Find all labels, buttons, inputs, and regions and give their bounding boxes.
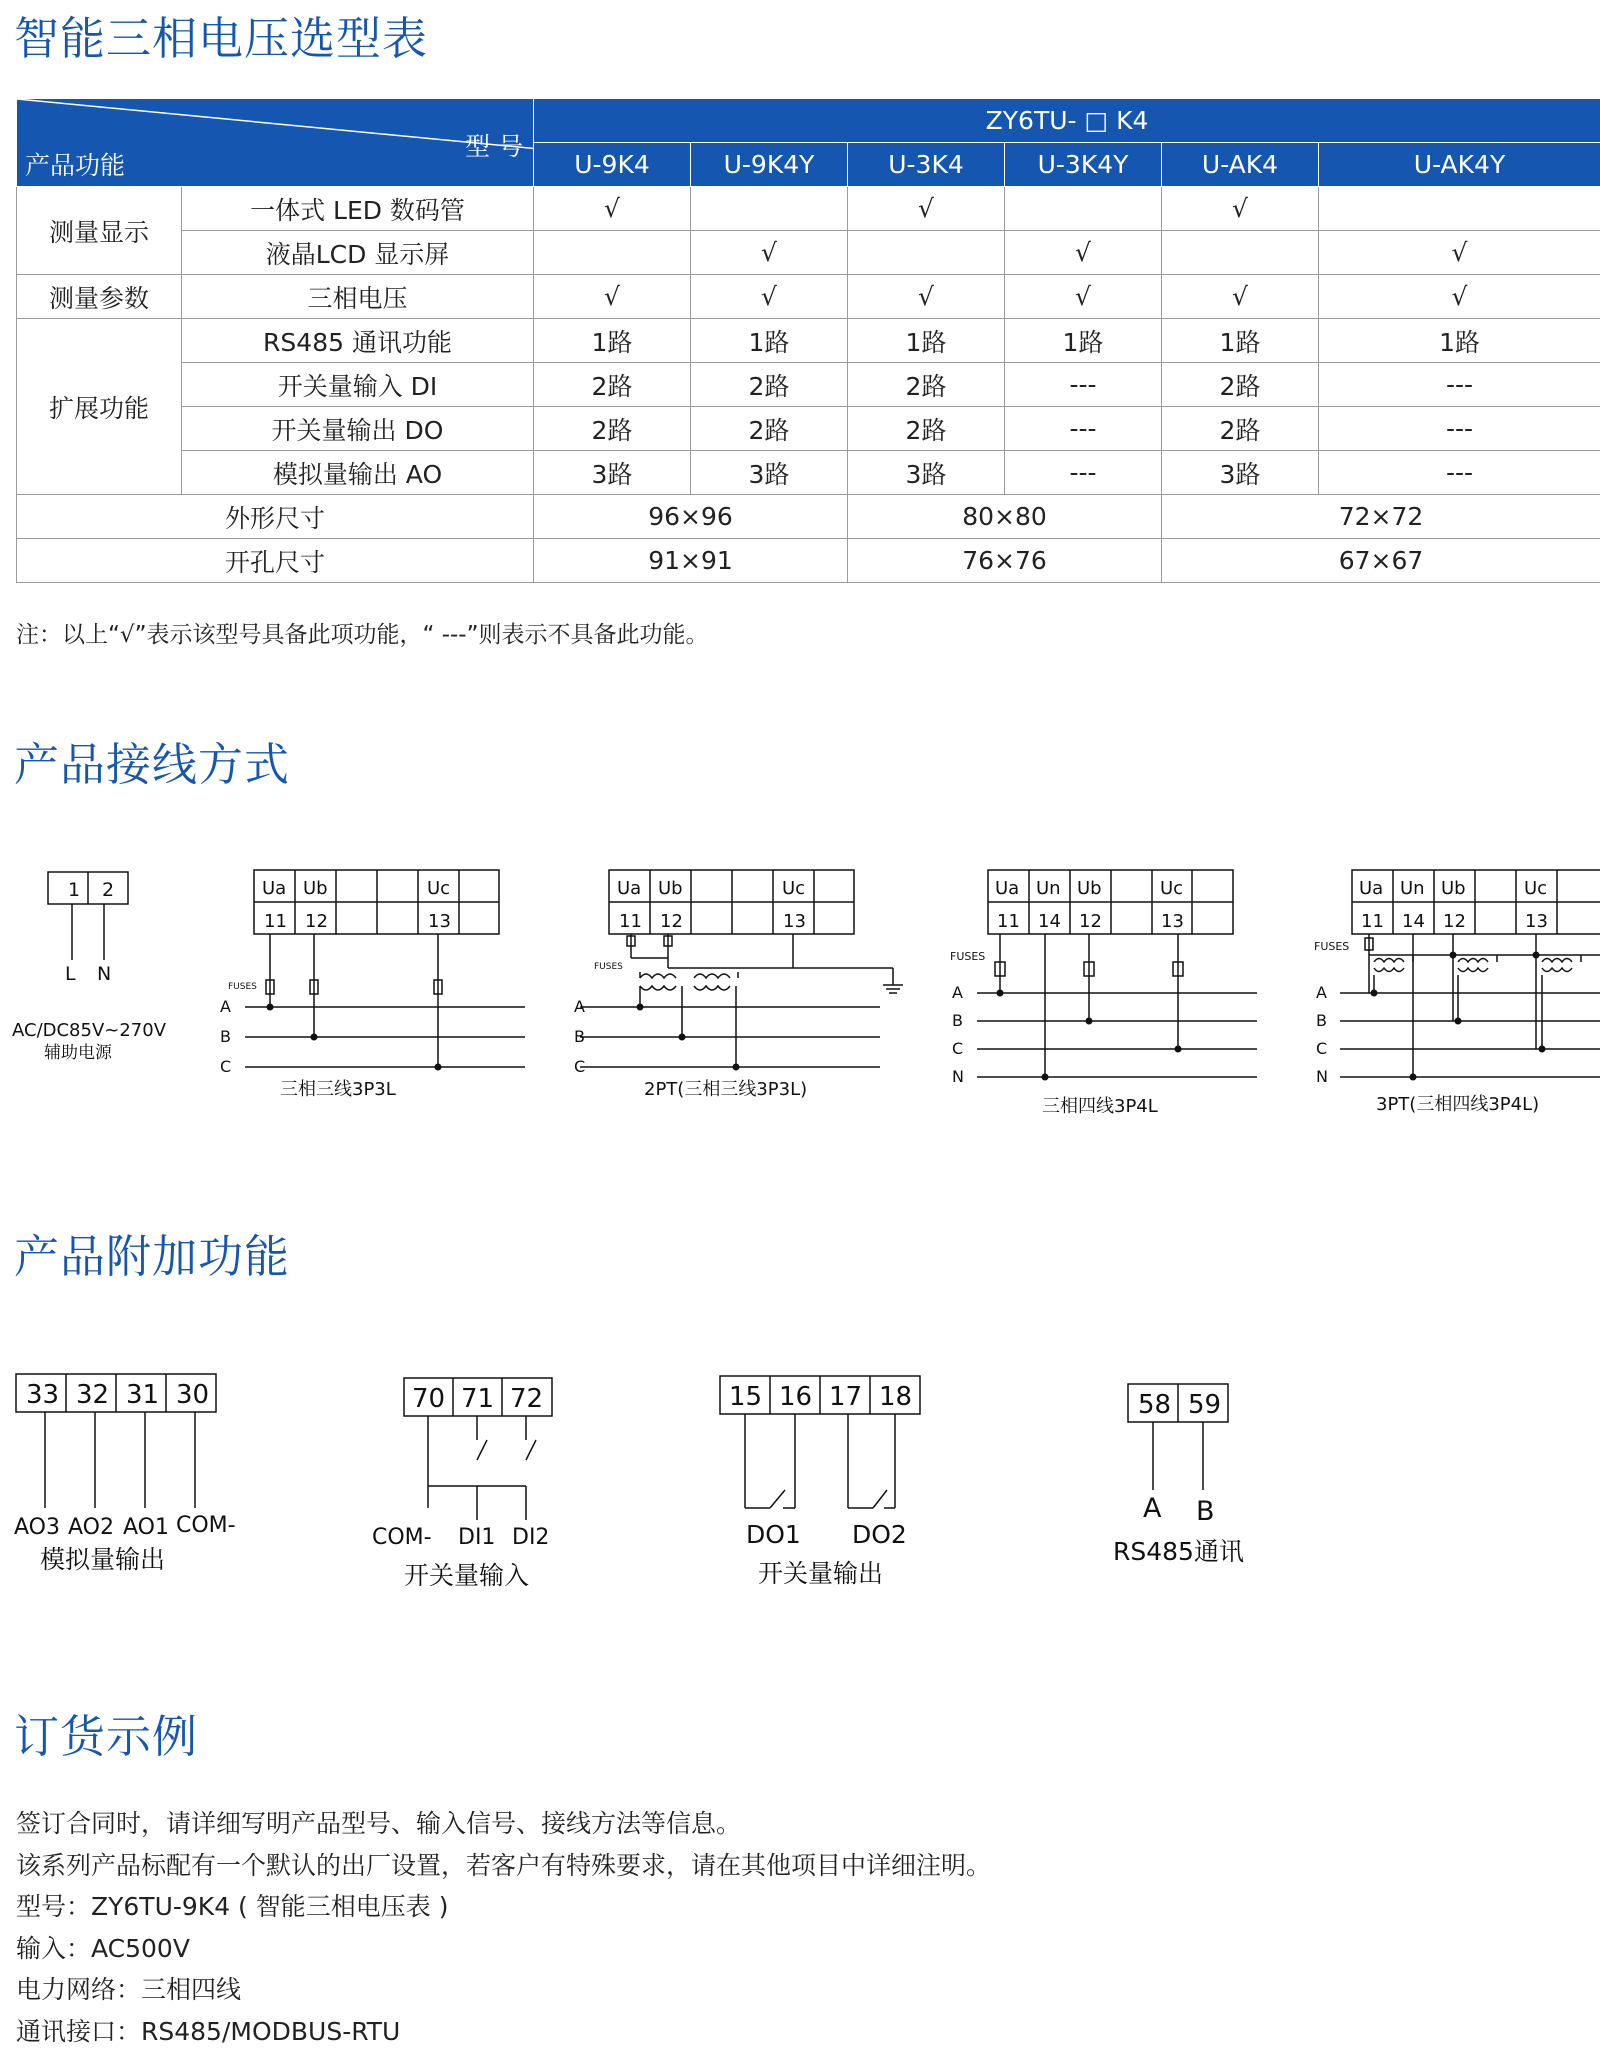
table-cell: 3路 bbox=[534, 451, 691, 495]
row-label: 模拟量输出 AO bbox=[182, 451, 534, 495]
table-cell: 67×67 bbox=[1162, 539, 1600, 583]
row-label: 液晶LCD 显示屏 bbox=[182, 231, 534, 275]
row-label: 外形尺寸 bbox=[17, 495, 534, 539]
row-label: 开关量输出 DO bbox=[182, 407, 534, 451]
table-cell: 2路 bbox=[848, 407, 1005, 451]
caption-2pt-3p3l: 2PT(三相三线3P3L) bbox=[644, 1079, 808, 1100]
row-label: 一体式 LED 数码管 bbox=[182, 187, 534, 231]
rs-term: 59 bbox=[1188, 1390, 1222, 1420]
table-cell: --- bbox=[1319, 407, 1600, 451]
table-note: 注：以上“√”表示该型号具备此项功能，“ ---”则表示不具备此功能。 bbox=[16, 622, 709, 648]
table-cell: 1路 bbox=[848, 319, 1005, 363]
term-uc: Uc bbox=[782, 878, 806, 899]
table-row bbox=[17, 275, 1600, 319]
term-ua: Ua bbox=[995, 878, 1020, 899]
selection-table bbox=[16, 98, 1600, 583]
phase-a: A bbox=[1316, 983, 1327, 1002]
table-cell: 1路 bbox=[691, 319, 848, 363]
order-line: 输入：AC500V bbox=[16, 1933, 190, 1963]
do-term: 16 bbox=[779, 1382, 813, 1412]
model-header: U-9K4 bbox=[534, 143, 691, 187]
table-cell: 96×96 bbox=[534, 495, 848, 539]
table-cell: √ bbox=[848, 275, 1005, 319]
term-ub: Ub bbox=[1077, 878, 1102, 899]
table-cell: --- bbox=[1005, 451, 1162, 495]
table-row bbox=[17, 319, 1600, 363]
term-14: 14 bbox=[1402, 911, 1425, 932]
order-example bbox=[16, 1803, 991, 2052]
do-label: DO1 bbox=[746, 1520, 801, 1549]
term-uc: Uc bbox=[1524, 878, 1548, 899]
phase-b: B bbox=[1316, 1011, 1327, 1030]
table-cell: 3路 bbox=[1162, 451, 1319, 495]
caption-3p3l: 三相三线3P3L bbox=[280, 1079, 396, 1100]
power-term-1: 1 bbox=[68, 879, 81, 901]
power-l: L bbox=[65, 963, 76, 985]
term-12: 12 bbox=[1079, 911, 1102, 932]
function-diagrams bbox=[0, 1360, 1600, 1610]
table-cell: --- bbox=[1005, 363, 1162, 407]
wiring-3pt-3p4l bbox=[1340, 870, 1600, 1077]
rs-caption: RS485通讯 bbox=[1113, 1537, 1244, 1566]
term-13: 13 bbox=[1525, 911, 1548, 932]
table-cell: 2路 bbox=[534, 363, 691, 407]
phase-a: A bbox=[574, 997, 585, 1016]
phase-n: N bbox=[1316, 1067, 1328, 1086]
table-cell: √ bbox=[1162, 187, 1319, 231]
term-14: 14 bbox=[1038, 911, 1061, 932]
table-cell: 80×80 bbox=[848, 495, 1162, 539]
phase-a: A bbox=[952, 983, 963, 1002]
term-ua: Ua bbox=[262, 878, 287, 899]
rs-term: 58 bbox=[1138, 1390, 1172, 1420]
table-cell: 1路 bbox=[1319, 319, 1600, 363]
di-label: COM- bbox=[372, 1525, 432, 1550]
selection-title: 智能三相电压选型表 bbox=[14, 12, 429, 65]
wiring-2pt-3p3l bbox=[580, 870, 903, 1067]
ao-label: AO1 bbox=[123, 1515, 169, 1540]
row-label: 三相电压 bbox=[182, 275, 534, 319]
table-cell: 2路 bbox=[534, 407, 691, 451]
do-caption: 开关量输出 bbox=[758, 1559, 884, 1588]
corner-function-label: 产品功能 bbox=[25, 151, 126, 180]
table-cell: 76×76 bbox=[848, 539, 1162, 583]
ao-label: COM- bbox=[176, 1513, 236, 1538]
ao-term: 32 bbox=[76, 1380, 110, 1410]
table-cell: --- bbox=[1319, 363, 1600, 407]
table-cell: √ bbox=[1319, 275, 1600, 319]
term-11: 11 bbox=[1361, 911, 1384, 932]
phase-c: C bbox=[574, 1057, 586, 1076]
table-cell bbox=[691, 187, 848, 231]
phase-b: B bbox=[220, 1027, 231, 1046]
table-cell: 91×91 bbox=[534, 539, 848, 583]
phase-c: C bbox=[220, 1057, 232, 1076]
order-line: 型号：ZY6TU-9K4 ( 智能三相电压表 ) bbox=[16, 1892, 449, 1921]
rs-label: A bbox=[1143, 1493, 1162, 1524]
group-label: 测量参数 bbox=[17, 275, 182, 319]
caption-3p4l: 三相四线3P4L bbox=[1042, 1096, 1158, 1117]
phase-n: N bbox=[952, 1067, 964, 1086]
table-cell: 2路 bbox=[691, 363, 848, 407]
row-label: RS485 通讯功能 bbox=[182, 319, 534, 363]
wiring-3p3l bbox=[245, 870, 525, 1067]
table-cell: 1路 bbox=[1162, 319, 1319, 363]
model-header: U-AK4 bbox=[1162, 143, 1319, 187]
table-row bbox=[17, 451, 1600, 495]
ao-label: AO3 bbox=[14, 1515, 60, 1540]
table-row bbox=[17, 231, 1600, 275]
table-cell: 2路 bbox=[1162, 363, 1319, 407]
table-cell: 72×72 bbox=[1162, 495, 1600, 539]
phase-c: C bbox=[952, 1039, 964, 1058]
term-12: 12 bbox=[305, 911, 328, 932]
di-term: 72 bbox=[510, 1384, 544, 1414]
do-term: 17 bbox=[829, 1382, 863, 1412]
di-term: 70 bbox=[412, 1384, 446, 1414]
table-row bbox=[17, 187, 1600, 231]
term-ua: Ua bbox=[1359, 878, 1384, 899]
term-11: 11 bbox=[264, 911, 287, 932]
ao-caption: 模拟量输出 bbox=[40, 1545, 166, 1574]
term-uc: Uc bbox=[427, 878, 451, 899]
term-un: Un bbox=[1400, 878, 1425, 899]
wiring-diagrams bbox=[0, 850, 1600, 1140]
term-11: 11 bbox=[619, 911, 642, 932]
model-header: U-3K4Y bbox=[1005, 143, 1162, 187]
di-label: DI2 bbox=[512, 1525, 550, 1550]
table-cell bbox=[1162, 231, 1319, 275]
table-cell bbox=[534, 231, 691, 275]
table-corner-header bbox=[17, 99, 534, 187]
fuses-label: FUSES bbox=[950, 950, 986, 963]
term-ub: Ub bbox=[658, 878, 683, 899]
table-cell: 3路 bbox=[691, 451, 848, 495]
series-header: ZY6TU- □ K4 bbox=[534, 99, 1600, 143]
aux-power-diagram bbox=[48, 872, 128, 960]
table-cell: √ bbox=[1319, 231, 1600, 275]
do-label: DO2 bbox=[852, 1520, 907, 1549]
phase-b: B bbox=[574, 1027, 585, 1046]
table-cell: √ bbox=[534, 187, 691, 231]
order-line: 该系列产品标配有一个默认的出厂设置，若客户有特殊要求，请在其他项目中详细注明。 bbox=[16, 1850, 992, 1880]
phase-c: C bbox=[1316, 1039, 1328, 1058]
table-cell: √ bbox=[1005, 231, 1162, 275]
ao-term: 33 bbox=[26, 1380, 60, 1410]
do-term: 18 bbox=[879, 1382, 913, 1412]
row-label: 开孔尺寸 bbox=[17, 539, 534, 583]
rs-label: B bbox=[1196, 1496, 1215, 1527]
table-cell: √ bbox=[1005, 275, 1162, 319]
table-cell: 1路 bbox=[1005, 319, 1162, 363]
model-header: U-AK4Y bbox=[1319, 143, 1600, 187]
power-caption: 辅助电源 bbox=[44, 1043, 112, 1063]
table-cell: 2路 bbox=[848, 363, 1005, 407]
term-12: 12 bbox=[1443, 911, 1466, 932]
table-row bbox=[17, 363, 1600, 407]
table-cell: √ bbox=[691, 275, 848, 319]
power-term-2: 2 bbox=[102, 879, 115, 901]
term-ub: Ub bbox=[1441, 878, 1466, 899]
functions-title: 产品附加功能 bbox=[14, 1230, 291, 1283]
order-line: 电力网络：三相四线 bbox=[16, 1975, 242, 2004]
order-line: 签订合同时，请详细写明产品型号、输入信号、接线方法等信息。 bbox=[16, 1809, 742, 1838]
table-cell: --- bbox=[1319, 451, 1600, 495]
table-cell: √ bbox=[1162, 275, 1319, 319]
di-caption: 开关量输入 bbox=[404, 1561, 530, 1590]
table-cell: √ bbox=[848, 187, 1005, 231]
term-13: 13 bbox=[428, 911, 451, 932]
ao-term: 30 bbox=[176, 1380, 210, 1410]
fuses-label: FUSES bbox=[594, 962, 623, 972]
table-cell: 2路 bbox=[1162, 407, 1319, 451]
row-label: 开关量输入 DI bbox=[182, 363, 534, 407]
fuses-label: FUSES bbox=[228, 982, 257, 992]
caption-3pt-3p4l: 3PT(三相四线3P4L) bbox=[1376, 1094, 1540, 1115]
table-cell bbox=[1319, 187, 1600, 231]
model-header: U-3K4 bbox=[848, 143, 1005, 187]
do-term: 15 bbox=[729, 1382, 763, 1412]
term-uc: Uc bbox=[1160, 878, 1184, 899]
ao-term: 31 bbox=[126, 1380, 160, 1410]
term-12: 12 bbox=[660, 911, 683, 932]
term-un: Un bbox=[1036, 878, 1061, 899]
term-11: 11 bbox=[997, 911, 1020, 932]
group-label: 扩展功能 bbox=[17, 319, 182, 495]
fuses-label: FUSES bbox=[1314, 940, 1350, 953]
table-cell: 2路 bbox=[691, 407, 848, 451]
di-label: DI1 bbox=[458, 1525, 496, 1550]
table-cell bbox=[1005, 187, 1162, 231]
table-cell: --- bbox=[1005, 407, 1162, 451]
term-13: 13 bbox=[783, 911, 806, 932]
table-cell: √ bbox=[691, 231, 848, 275]
wiring-3p4l bbox=[977, 870, 1257, 1077]
table-cell: 1路 bbox=[534, 319, 691, 363]
table-row bbox=[17, 539, 1600, 583]
table-row bbox=[17, 495, 1600, 539]
phase-b: B bbox=[952, 1011, 963, 1030]
table-cell: 3路 bbox=[848, 451, 1005, 495]
di-term: 71 bbox=[461, 1384, 495, 1414]
power-spec: AC/DC85V~270V bbox=[12, 1020, 167, 1041]
term-13: 13 bbox=[1161, 911, 1184, 932]
table-cell: √ bbox=[534, 275, 691, 319]
order-line: 通讯接口：RS485/MODBUS-RTU bbox=[16, 2016, 401, 2046]
term-ua: Ua bbox=[617, 878, 642, 899]
model-header: U-9K4Y bbox=[691, 143, 848, 187]
wiring-title: 产品接线方式 bbox=[14, 738, 291, 791]
power-n: N bbox=[97, 963, 112, 985]
table-row bbox=[17, 407, 1600, 451]
order-title: 订货示例 bbox=[14, 1710, 199, 1763]
term-ub: Ub bbox=[303, 878, 328, 899]
group-label: 测量显示 bbox=[17, 187, 182, 275]
table-cell bbox=[848, 231, 1005, 275]
phase-a: A bbox=[220, 997, 231, 1016]
corner-model-label: 型 号 bbox=[465, 132, 523, 161]
ao-label: AO2 bbox=[68, 1515, 114, 1540]
